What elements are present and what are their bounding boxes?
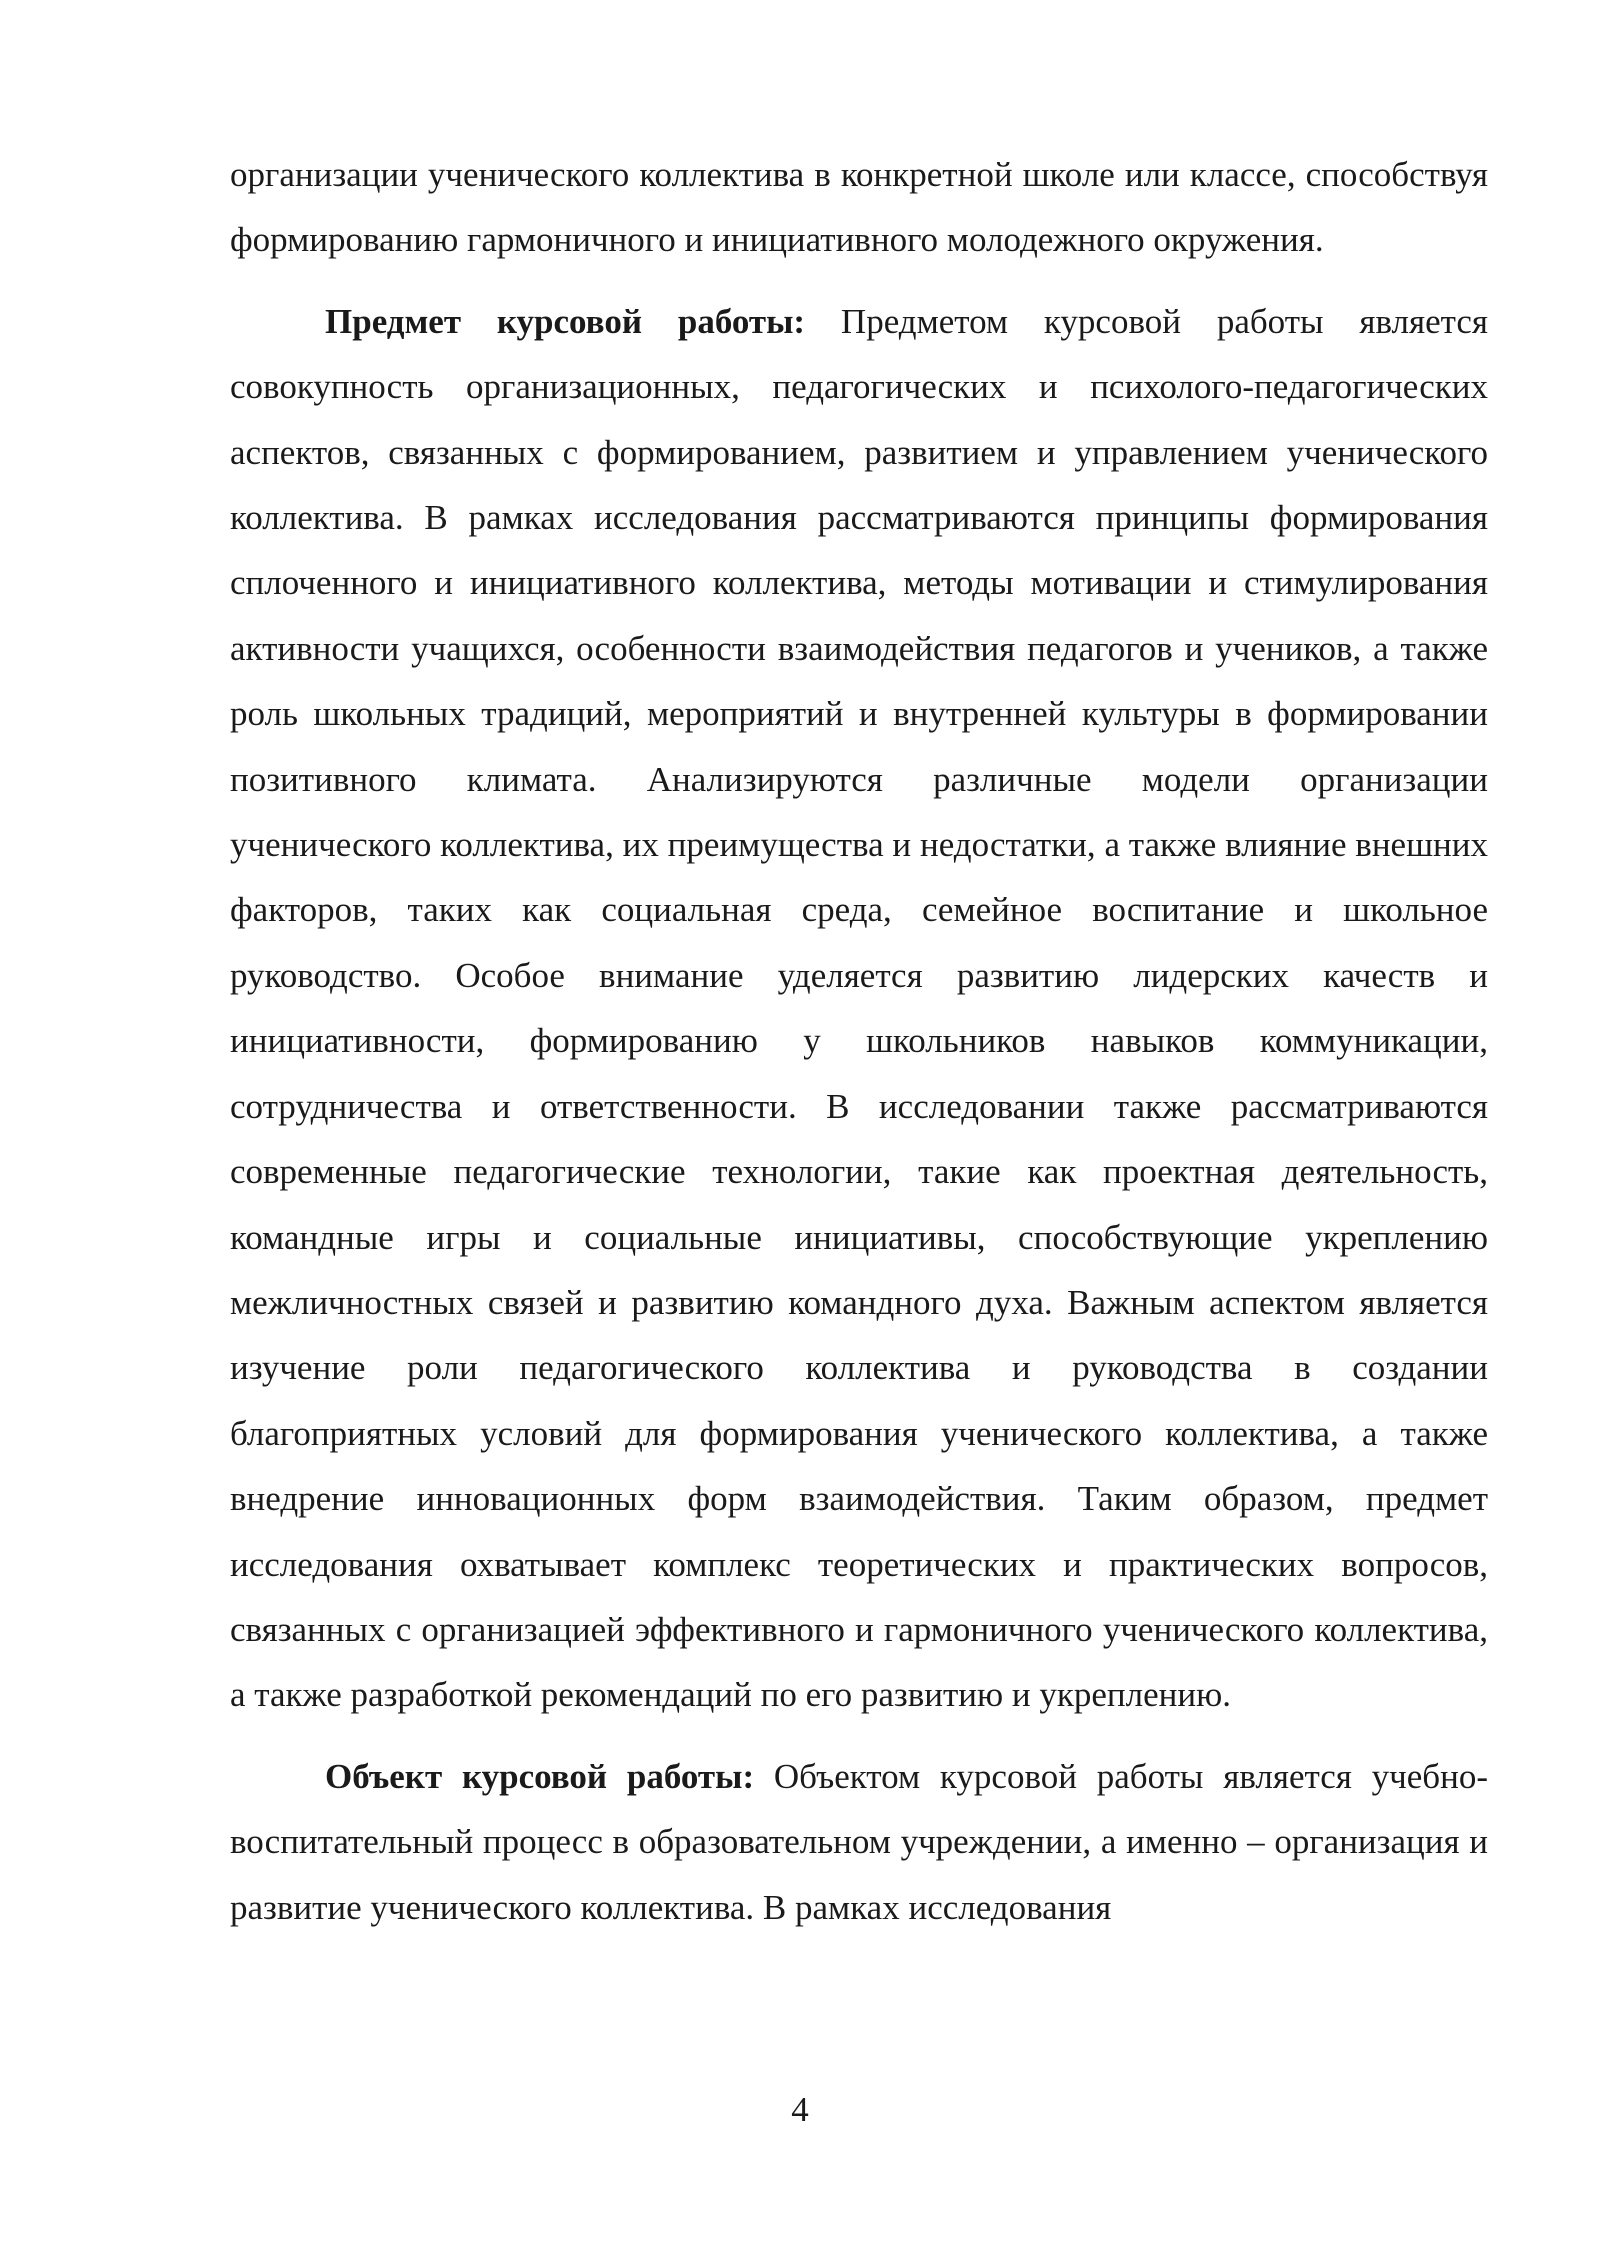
subject-text: Предметом курсовой работы является совокупность организационных, педагогических и психолого-педагогических аспектов, связанных с формированием, развитием и управлением ученического коллектива. В рамках исследования рассматриваются принципы формирования сплоченного и инициативного коллектива, методы мотивации и стимулирования активности учащихся, особенности взаимодействия педагогов и учеников, а также роль школьных традиций, мероприятий и внутренней культуры в формировании позитивного климата. Анализируются различные модели организации ученического коллектива, их преимущества и недостатки, а также влияние внешних факторов, таких как социальная среда, семейное воспитание и школьное руководство. Особое внимание уделяется развитию лидерских качеств и инициативности, формированию у школьников навыков коммуникации, сотрудничества и ответственности. В исследовании также рассматриваются современные педагогические технологии, такие как проектная деятельность, командные игры и социальные инициативы, способствующие укреплению межличностных связей и развитию командного духа. Важным аспектом является изучение роли педагогического коллектива и руководства в создании благоприятных условий для формирования ученического коллектива, а также внедрение инновационных форм взаимодействия. Таким образом, предмет исследования охватывает комплекс теоретических и практических вопросов, связанных с организацией эффективного и гармоничного ученического коллектива, а также разработкой рекомендаций по его развитию и укреплению.	[230, 301, 1488, 1715]
intro-paragraph: организации ученического коллектива в конкретной школе или классе, способствуя формированию гармоничного и инициативного молодежного окружения.	[230, 155, 1488, 260]
object-paragraph	[230, 1744, 1488, 1940]
subject-heading: Предмет курсовой работы:	[325, 301, 806, 341]
page-body	[230, 142, 1488, 1940]
page-number: 4	[791, 2090, 809, 2129]
object-text: Объектом курсовой работы является учебно-воспитательный процесс в образовательном учреждении, а именно – организация и развитие ученического коллектива. В рамках исследования	[230, 1756, 1488, 1927]
object-heading: Объект курсовой работы:	[325, 1756, 755, 1796]
subject-paragraph	[230, 289, 1488, 1728]
